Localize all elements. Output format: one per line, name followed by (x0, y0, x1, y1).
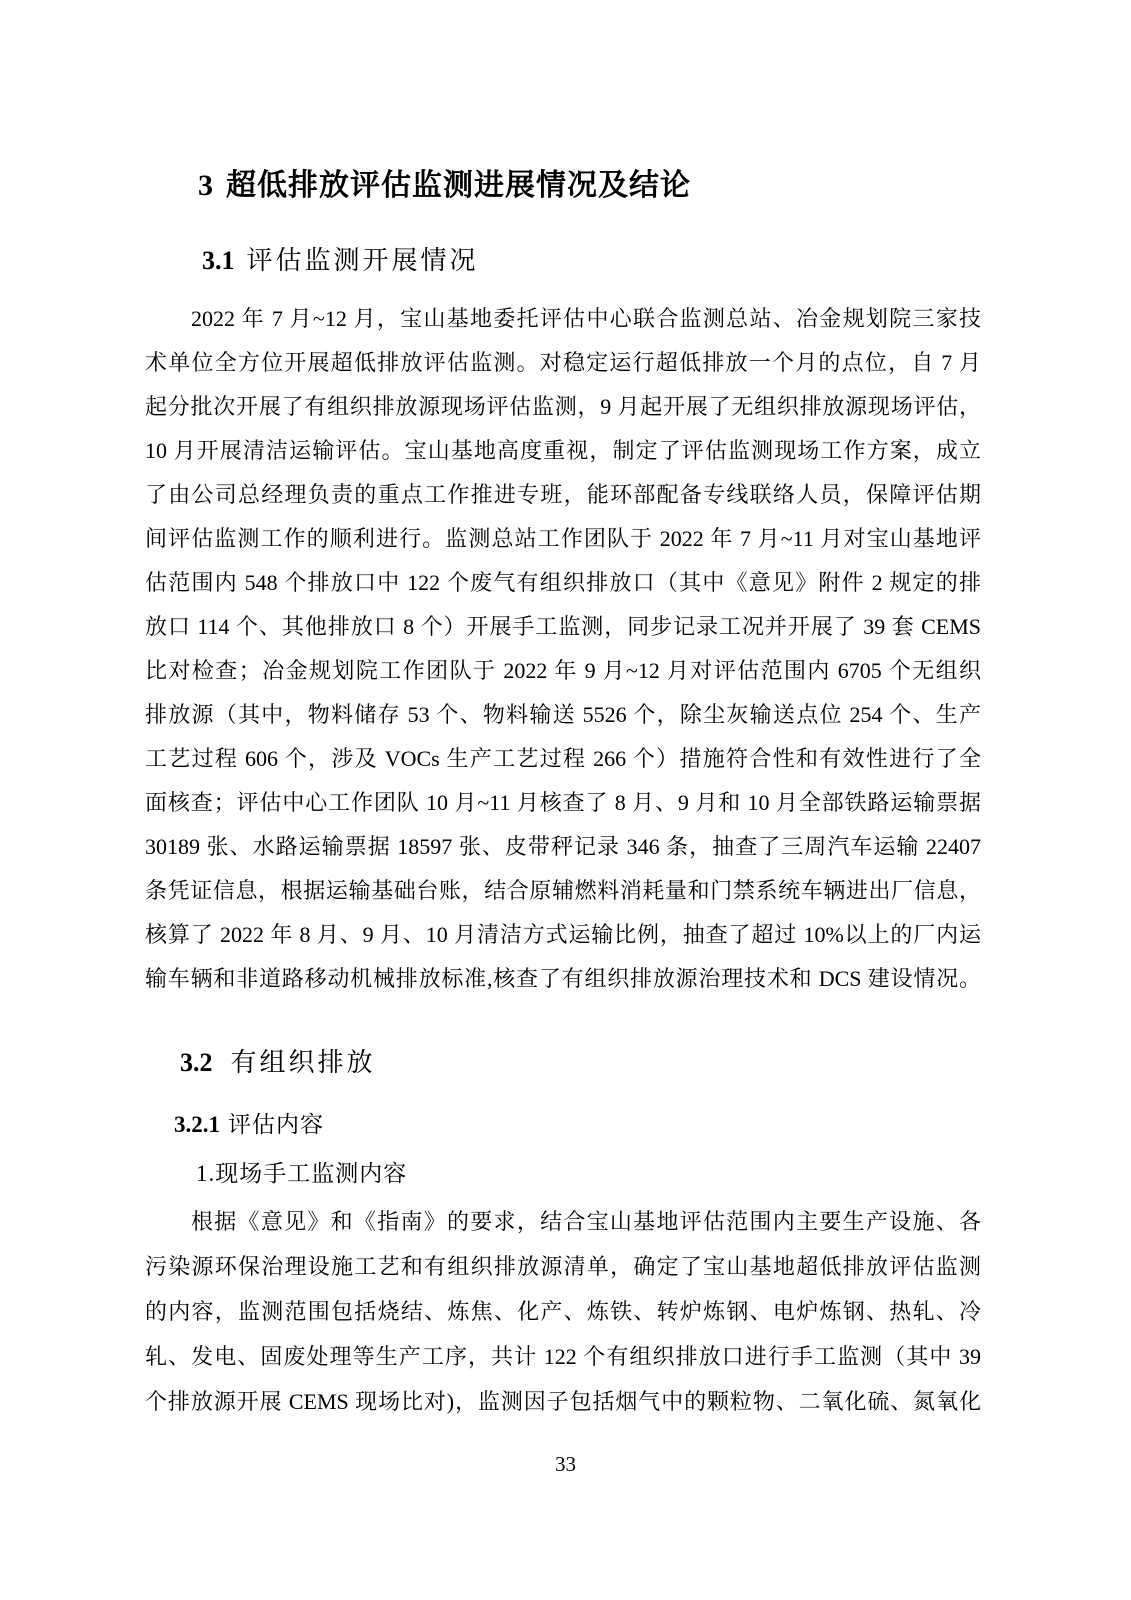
chapter-title (198, 160, 691, 204)
page-number: 33 (555, 1452, 576, 1476)
section-heading-3-2 (180, 1042, 376, 1079)
paragraph-line: 输车辆和非道路移动机械排放标准,核查了有组织排放源治理技术和 DCS 建设情况。 (145, 966, 981, 991)
section-number: 3.2.1 (174, 1112, 220, 1137)
paragraph-line: 了由公司总经理负责的重点工作推进专班，能环部配备专线联络人员，保障评估期 (145, 482, 981, 507)
section-title-text: 有组织排放 (230, 1048, 376, 1077)
chapter-number: 3 (198, 169, 214, 202)
paragraph-line: 放口 114 个、其他排放口 8 个）开展手工监测，同步记录工况并开展了 39 套 CEMS (145, 614, 981, 639)
paragraph-line: 间评估监测工作的顺利进行。监测总站工作团队于 2022 年 7 月~11 月对宝山基地评 (145, 526, 981, 551)
paragraph-line: 核算了 2022 年 8 月、9 月、10 月清洁方式运输比例，抽查了超过 10%以上的厂内运 (145, 922, 981, 947)
paragraph-line: 根据《意见》和《指南》的要求，结合宝山基地评估范围内主要生产设施、各 (191, 1209, 981, 1234)
paragraph-evaluation-progress (145, 297, 981, 1001)
paragraph-line: 工艺过程 606 个，涉及 VOCs 生产工艺过程 266 个）措施符合性和有效性进行了全 (145, 746, 981, 771)
paragraph-line: 起分批次开展了有组织排放源现场评估监测，9 月起开展了无组织排放源现场评估， (145, 394, 981, 419)
section-heading-3-1 (202, 240, 479, 277)
section-title-text: 评估内容 (228, 1112, 324, 1137)
paragraph-line: 估范围内 548 个排放口中 122 个废气有组织排放口（其中《意见》附件 2 规定的排 (145, 570, 981, 595)
paragraph-monitoring-content (145, 1199, 981, 1424)
paragraph-line: 污染源环保治理设施工艺和有组织排放源清单，确定了宝山基地超低排放评估监测 (145, 1254, 981, 1279)
paragraph-line: 比对检查；冶金规划院工作团队于 2022 年 9 月~12 月对评估范围内 6705 个无组织 (145, 658, 981, 683)
chapter-title-text: 超低排放评估监测进展情况及结论 (226, 169, 691, 202)
section-heading-3-2-1 (174, 1106, 324, 1139)
paragraph-line: 的内容，监测范围包括烧结、炼焦、化产、炼铁、转炉炼钢、电炉炼钢、热轧、冷 (145, 1299, 981, 1324)
section-number: 3.2 (180, 1048, 213, 1077)
paragraph-line: 条凭证信息，根据运输基础台账，结合原辅燃料消耗量和门禁系统车辆进出厂信息， (145, 878, 981, 903)
paragraph-line: 排放源（其中，物料储存 53 个、物料输送 5526 个，除尘灰输送点位 254 个、生产 (145, 702, 981, 727)
section-number: 3.1 (202, 246, 235, 275)
paragraph-line: 2022 年 7 月~12 月，宝山基地委托评估中心联合监测总站、冶金规划院三家技 (191, 306, 981, 331)
paragraph-line: 面核查；评估中心工作团队 10 月~11 月核查了 8 月、9 月和 10 月全部铁路运输票据 (145, 790, 981, 815)
paragraph-line: 30189 张、水路运输票据 18597 张、皮带秤记录 346 条，抽查了三周汽车运输 22407 (145, 834, 981, 859)
paragraph-line: 术单位全方位开展超低排放评估监测。对稳定运行超低排放一个月的点位，自 7 月 (145, 350, 981, 375)
paragraph-line: 个排放源开展 CEMS 现场比对)，监测因子包括烟气中的颗粒物、二氧化硫、氮氧化 (145, 1389, 981, 1414)
paragraph-line: 10 月开展清洁运输评估。宝山基地高度重视，制定了评估监测现场工作方案，成立 (145, 438, 981, 463)
list-item-heading: 1.现场手工监测内容 (196, 1161, 408, 1186)
section-title-text: 评估监测开展情况 (246, 246, 479, 275)
paragraph-line: 轧、发电、固废处理等生产工序，共计 122 个有组织排放口进行手工监测（其中 39 (145, 1344, 981, 1369)
